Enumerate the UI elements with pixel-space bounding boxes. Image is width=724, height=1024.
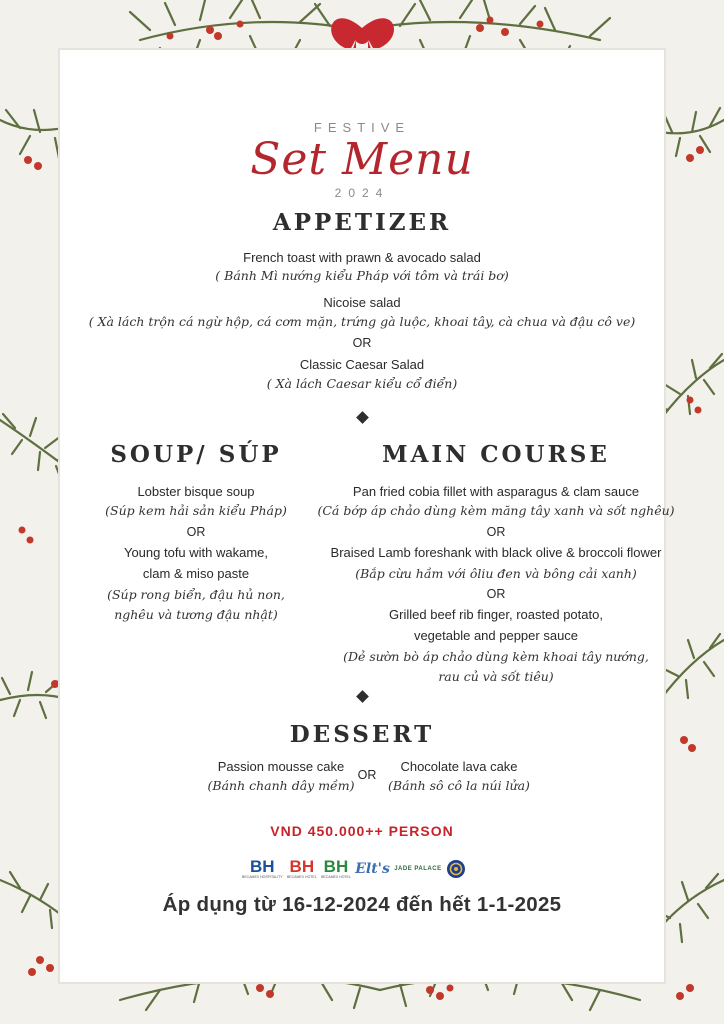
main-item-3-vi-line-1: (Dẻ sườn bò áp chảo dùng kèm khoai tây nướng, (343, 649, 649, 664)
main-item-3-line-1: Grilled beef rib finger, roasted potato, (389, 607, 603, 622)
appetizer-item-3-vi: ( Xà lách Caesar kiểu cổ điển) (266, 376, 458, 391)
main-course-heading: MAIN COURSE (382, 441, 610, 468)
main-item-1-vi: (Cá bớp áp chảo dùng kèm măng tây xanh và sốt nghêu) (317, 503, 675, 518)
soup-item-2-vi-line-2: nghêu và tương đậu nhật) (114, 607, 278, 622)
soup-item-2-vi-line-1: (Súp rong biển, đậu hủ non, (107, 587, 285, 602)
appetizer-item-1-vi: ( Bánh Mì nướng kiểu Pháp với tôm và trái bơ) (215, 268, 509, 283)
dessert-item-1-vi: (Bánh chanh dây mềm) (207, 778, 355, 793)
main-or-2: OR (486, 587, 506, 601)
validity-dates: Áp dụng từ 16-12-2024 đến hết 1-1-2025 (162, 893, 562, 916)
logo-becamex-hospitality: BH BECAMEX HOSPITALITY (242, 857, 283, 879)
circle-emblem-icon (446, 859, 466, 879)
soup-item-2-line-1: Young tofu with wakame, (123, 545, 269, 560)
dessert-item-1: Passion mousse cake (217, 759, 345, 774)
appetizer-item-1: French toast with prawn & avocado salad (243, 250, 481, 265)
dessert-or: OR (357, 768, 377, 782)
appetizer-item-3: Classic Caesar Salad (299, 357, 425, 372)
main-or-1: OR (486, 525, 506, 539)
brand-logos (242, 855, 466, 883)
main-item-3-vi-line-2: rau củ và sốt tiêu) (438, 669, 554, 684)
appetizer-heading: APPETIZER (272, 209, 452, 236)
dessert-heading: DESSERT (289, 721, 435, 748)
logo-becamex-hotel-2: BH BECAMEX HOTEL (321, 857, 351, 879)
price-label: VND 450.000++ PERSON (270, 823, 454, 839)
main-item-1: Pan fried cobia fillet with asparagus & clam sauce (352, 484, 640, 499)
main-item-2: Braised Lamb foreshank with black olive & broccoli flower (330, 545, 662, 560)
logo-becamex-hotel: BH BECAMEX HOTEL (286, 857, 317, 879)
menu-year: 2024 (334, 186, 390, 200)
main-item-3-line-2: vegetable and pepper sauce (413, 628, 579, 643)
logo-elts: Elt's (355, 861, 390, 877)
appetizer-item-2-vi: ( Xà lách trộn cá ngừ hộp, cá cơm mặn, trứng gà luộc, khoai tây, cà chua và đậu cô ve) (88, 314, 636, 329)
logo-circle-emblem (446, 857, 466, 881)
soup-or: OR (186, 525, 206, 539)
main-item-2-vi: (Bắp cừu hầm với ôliu đen và bông cải xanh) (355, 566, 637, 581)
dessert-item-2: Chocolate lava cake (400, 759, 518, 774)
logo-jade-palace: JADE PALACE (394, 866, 442, 872)
soup-heading: SOUP/ SÚP (110, 441, 282, 468)
festive-label: FESTIVE (313, 120, 411, 135)
soup-item-1: Lobster bisque soup (137, 484, 255, 499)
menu-title: Set Menu (250, 134, 474, 185)
appetizer-or: OR (352, 336, 372, 350)
soup-item-2-line-2: clam & miso paste (142, 566, 250, 581)
dessert-item-2-vi: (Bánh sô cô la núi lửa) (388, 778, 530, 793)
soup-item-1-vi: (Súp kem hải sản kiểu Pháp) (105, 503, 287, 518)
appetizer-item-2: Nicoise salad (323, 295, 401, 310)
